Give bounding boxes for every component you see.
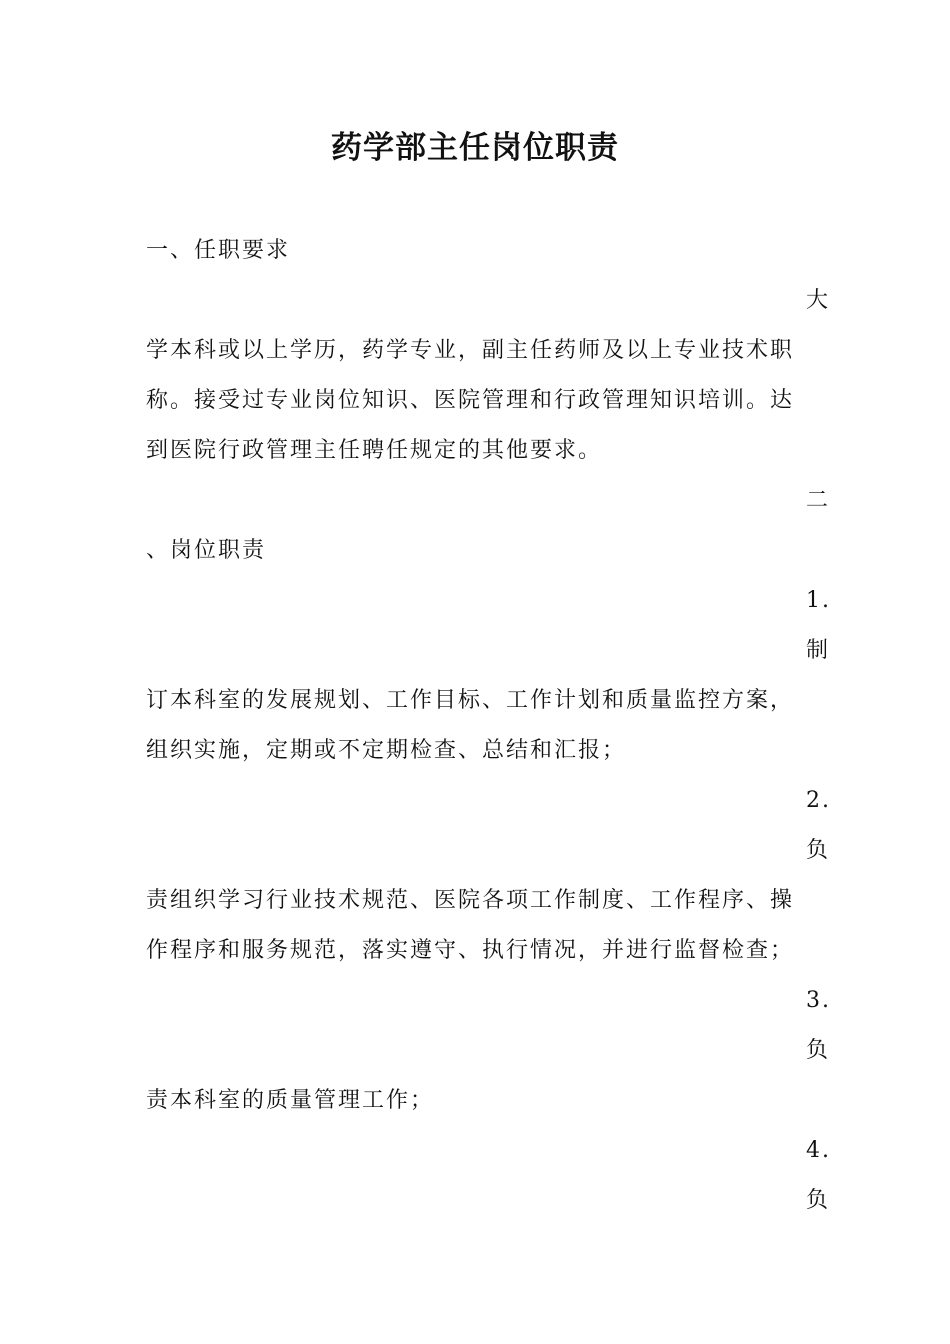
text-line: 大: [806, 288, 831, 313]
text-line: 负: [806, 838, 831, 863]
list-number: 3.: [806, 988, 831, 1013]
text-line: 到医院行政管理主任聘任规定的其他要求。: [146, 438, 603, 463]
text-line: 责本科室的质量管理工作；: [146, 1088, 435, 1113]
list-number: 1.: [806, 588, 831, 613]
page-title: 药学部主任岗位职责: [331, 130, 619, 166]
list-number: 2.: [806, 788, 831, 813]
section-heading-duties: 、岗位职责: [146, 538, 267, 563]
text-line: 责组织学习行业技术规范、医院各项工作制度、工作程序、操: [146, 888, 795, 913]
text-line: 称。接受过专业岗位知识、医院管理和行政管理知识培训。达: [146, 388, 795, 413]
text-line: 学本科或以上学历，药学专业，副主任药师及以上专业技术职: [146, 338, 795, 363]
list-number: 4.: [806, 1138, 831, 1163]
section-heading-requirements: 一、任职要求: [146, 238, 291, 263]
text-line: 作程序和服务规范，落实遵守、执行情况，并进行监督检查；: [146, 938, 795, 963]
text-line: 二: [806, 488, 831, 513]
text-line: 负: [806, 1038, 831, 1063]
text-line: 订本科室的发展规划、工作目标、工作计划和质量监控方案，: [146, 688, 795, 713]
text-line: 负: [806, 1188, 831, 1213]
text-line: 制: [806, 638, 831, 663]
text-line: 组织实施，定期或不定期检查、总结和汇报；: [146, 738, 627, 763]
